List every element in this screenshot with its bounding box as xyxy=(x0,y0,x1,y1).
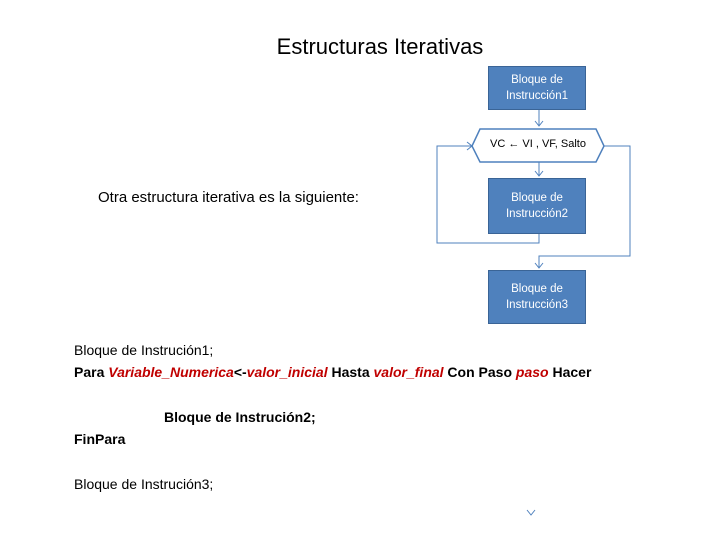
code-line4: FinPara xyxy=(74,431,126,447)
code-line1: Bloque de Instrución1; xyxy=(74,342,214,358)
kw-hacer: Hacer xyxy=(548,364,592,380)
var-name: Variable_Numerica xyxy=(108,364,234,380)
kw-para: Para xyxy=(74,364,109,380)
loop-label: VC ← VI , VF, Salto xyxy=(490,138,586,150)
step-value: paso xyxy=(515,364,549,380)
intro-text: Otra estructura iterativa es la siguiente: xyxy=(98,189,359,206)
block2-line1: Bloque de xyxy=(511,192,563,204)
block3-line1: Bloque de xyxy=(511,283,563,295)
kw-con-paso: Con Paso xyxy=(443,364,516,380)
block-instruccion3 xyxy=(488,270,586,324)
code-line2 xyxy=(74,364,591,380)
block-instruccion2 xyxy=(488,178,586,234)
init-value: valor_inicial xyxy=(246,364,328,380)
kw-hasta: Hasta xyxy=(327,364,374,380)
final-value: valor_final xyxy=(373,364,444,380)
block-instruccion1 xyxy=(488,66,586,110)
assign-op: <- xyxy=(233,364,247,380)
code-line3: Bloque de Instrución2; xyxy=(164,409,316,425)
block1-line1: Bloque de xyxy=(511,74,563,86)
block3-line2: Instrucción3 xyxy=(505,299,568,311)
slide-title: Estructuras Iterativas xyxy=(276,34,484,59)
code-line5: Bloque de Instrución3; xyxy=(74,476,214,492)
block1-line2: Instrucción1 xyxy=(505,90,568,102)
block2-line2: Instrucción2 xyxy=(505,208,568,220)
